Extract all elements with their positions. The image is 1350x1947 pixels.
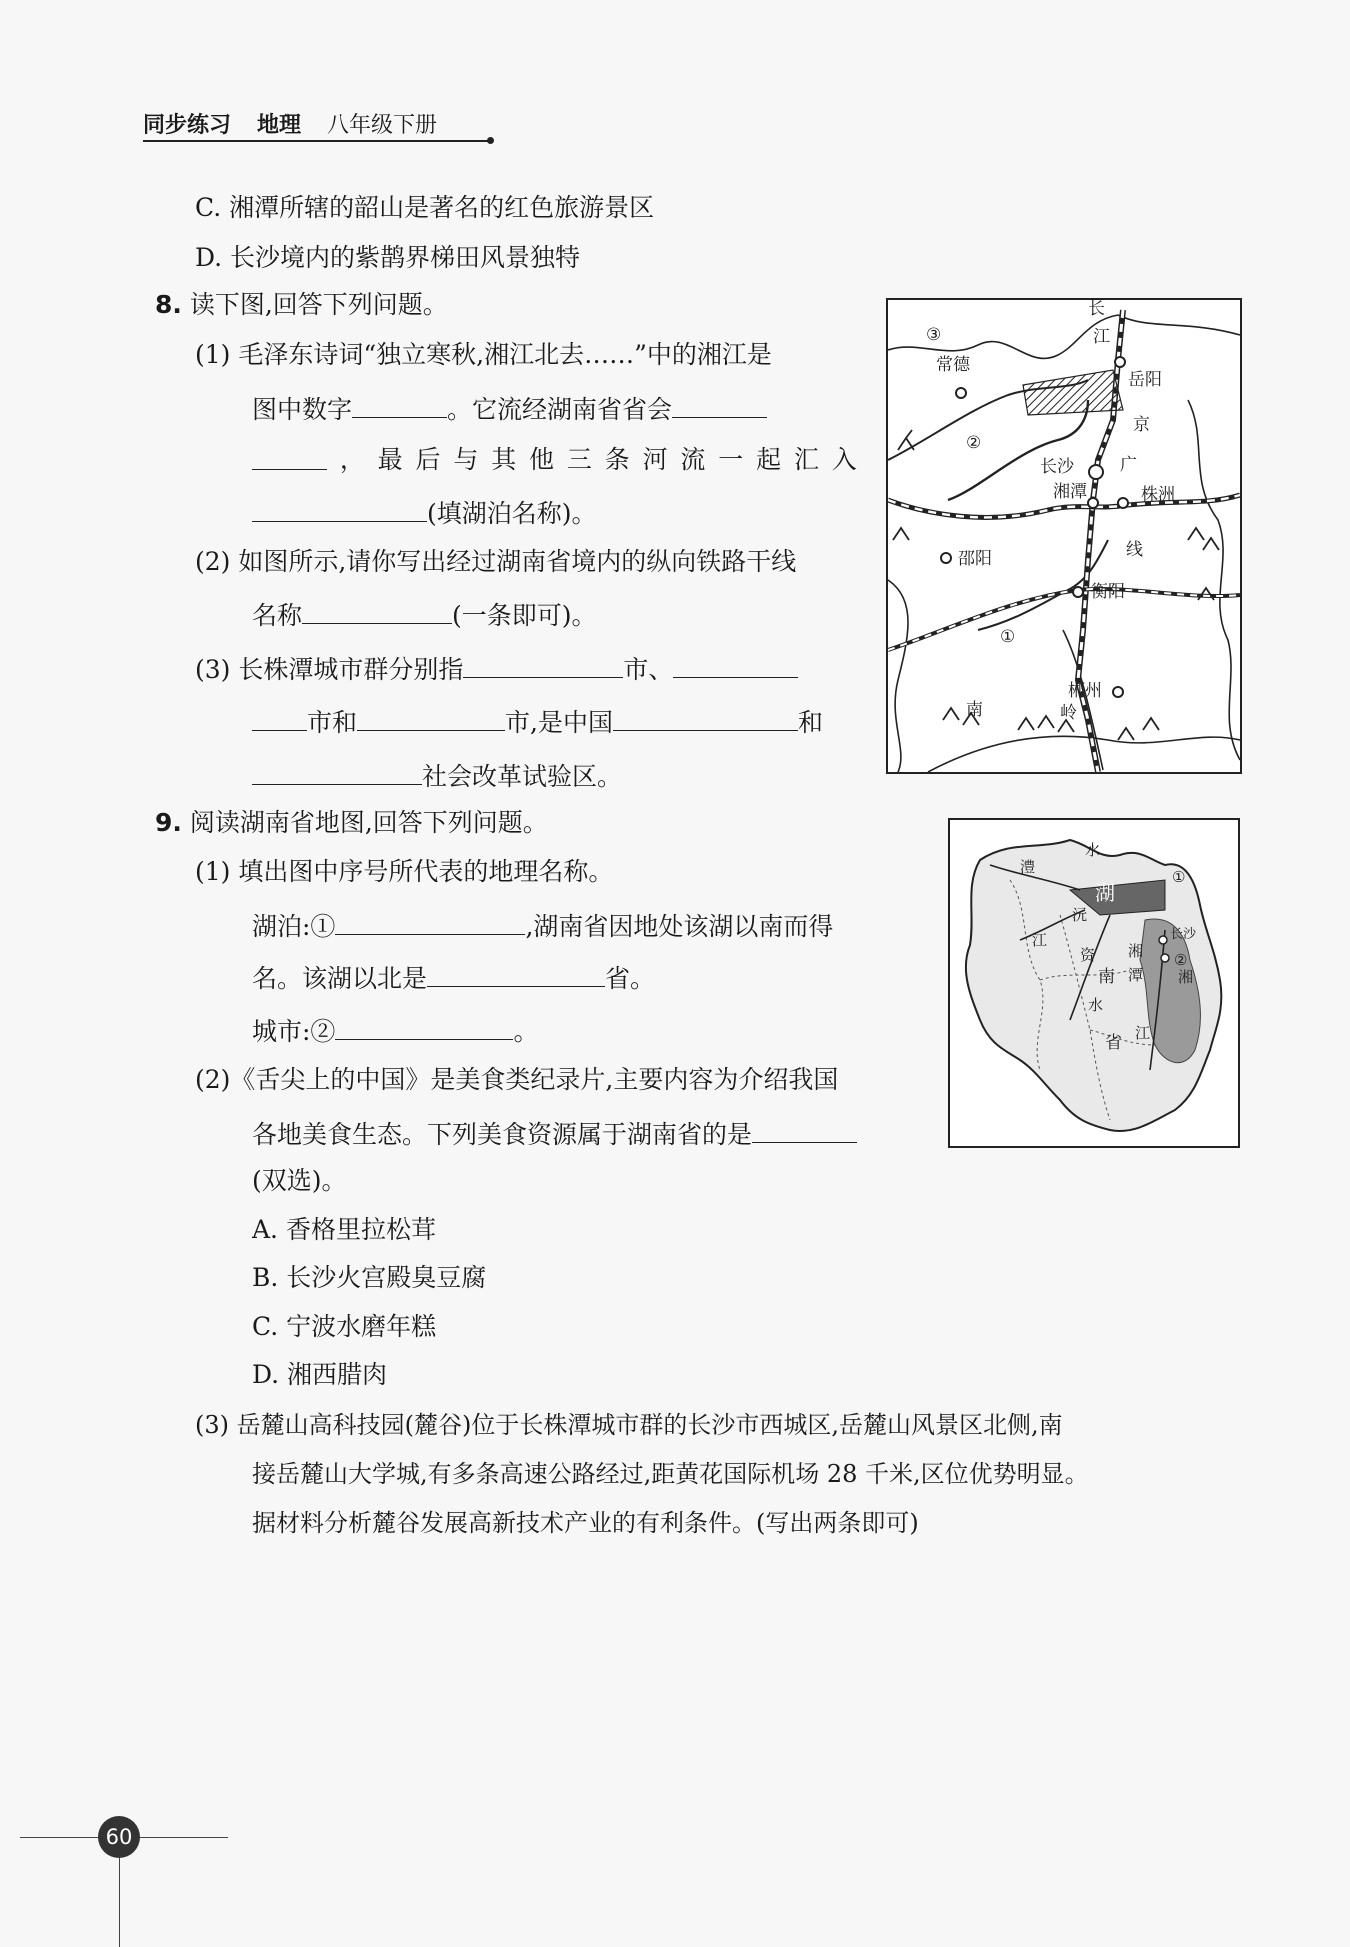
q8-p1-char: 一	[718, 445, 744, 474]
q8-p3-line1	[195, 653, 798, 685]
map1-border-ne	[1118, 315, 1240, 335]
q8-stem-text: 读下图,回答下列问题。	[189, 290, 448, 319]
map1-label-ling: 岭	[1060, 703, 1077, 723]
map1-changde-dot	[956, 388, 966, 398]
q8-p2-text-a: 名称	[252, 601, 303, 630]
q9-p1: (1) 填出图中序号所代表的地理名称。	[195, 857, 614, 886]
q9-city-line	[252, 1015, 538, 1047]
q8-p1-char: 条	[604, 445, 630, 474]
map1-south-railway	[888, 589, 1240, 650]
q9-p2-line2	[252, 1118, 857, 1150]
q9-lake-line1	[252, 910, 833, 942]
map1-label-circle-3: ③	[926, 325, 942, 345]
map2-label-shui-1: 水	[1085, 841, 1101, 859]
q9-p3-line1: (3) 岳麓山高科技园(麓谷)位于长株潭城市群的长沙市西城区,岳麓山风景区北侧,南	[195, 1411, 1063, 1439]
q9-option-a[interactable]: A. 香格里拉松茸	[252, 1215, 436, 1244]
map2-label-tan: 潭	[1128, 966, 1144, 984]
map1-xiangtan-dot	[1088, 498, 1098, 508]
map1-border-west	[888, 580, 908, 772]
map1-label-nan: 南	[966, 700, 983, 720]
map1-border-south	[928, 736, 1240, 772]
header-rule-dot	[487, 137, 494, 144]
map2-label-jiang-2: 江	[1135, 1024, 1151, 1042]
prev-option-d: D. 长沙境内的紫鹊界梯田风景独特	[195, 243, 581, 272]
q8-p3-text-a: (3) 长株潭城市群分别指	[195, 655, 464, 684]
q8-p1-line1: (1) 毛泽东诗词“独立寒秋,湘江北去……”中的湘江是	[195, 340, 772, 369]
map1-dongting-lake	[1023, 370, 1123, 415]
answer-blank-society-2[interactable]	[252, 760, 422, 785]
answer-blank-city-3[interactable]	[357, 706, 505, 731]
answer-blank-railway[interactable]	[302, 599, 452, 624]
running-header	[143, 108, 437, 139]
q9-p2-line1: (2)《舌尖上的中国》是美食类纪录片,主要内容为介绍我国	[195, 1065, 839, 1094]
map2-label-xiang: 湘	[1128, 942, 1144, 960]
answer-blank-city-2a[interactable]	[673, 653, 798, 678]
page-number: 60	[98, 1816, 140, 1858]
page-number-rule-v	[119, 1858, 120, 1947]
map1-label-jing: 京	[1133, 415, 1150, 435]
answer-blank-city[interactable]	[335, 1015, 513, 1040]
q9-p3-line3: 据材料分析麓谷发展高新技术产业的有利条件。(写出两条即可)	[252, 1509, 919, 1537]
q9-p2-text-b: 各地美食生态。下列美食资源属于湖南省的是	[252, 1120, 753, 1149]
q9-lake-text-a: 湖泊:①	[252, 912, 336, 941]
map2-label-changsha: 长沙	[1170, 927, 1197, 942]
map2-label-zi: 资	[1080, 946, 1096, 964]
map2-label-shui-2: 水	[1088, 996, 1104, 1014]
map2-label-yuan: 沅	[1072, 906, 1088, 924]
q9-stem	[155, 808, 548, 838]
map1-border-north	[888, 315, 1118, 358]
map1-zhuzhou-dot	[1118, 498, 1128, 508]
q9-lake-text-b: ,湖南省因地处该湖以南而得	[525, 912, 834, 941]
q9-lake-line2	[252, 962, 655, 994]
q8-p1-char: 河	[642, 445, 668, 474]
header-grade: 八年级下册	[327, 113, 438, 138]
q8-p3-text-e: 和	[797, 708, 823, 737]
map1-label-yueyang: 岳阳	[1128, 370, 1162, 390]
q8-p1-char: 他	[529, 445, 555, 474]
q8-p1-char: 起	[756, 445, 782, 474]
q8-p3-text-d: 市,是中国	[505, 708, 613, 737]
q8-p1-char: 流	[680, 445, 706, 474]
answer-blank-society-1[interactable]	[613, 706, 798, 731]
q8-p2-line2	[252, 599, 597, 631]
q8-p2-line1: (2) 如图所示,请你写出经过湖南省境内的纵向铁路干线	[195, 547, 797, 576]
map1-changsha-dot	[1089, 465, 1103, 479]
q8-p1-text-b: 。它流经湖南省省会	[447, 395, 673, 424]
map1-label-changsha: 长沙	[1040, 457, 1074, 477]
map1-border-east	[1188, 400, 1240, 760]
map1-label-jiang: 江	[1093, 327, 1110, 347]
map2-label-nan: 南	[1098, 967, 1115, 987]
map1-label-chenzhou: 郴州	[1068, 681, 1102, 701]
q8-p3-text-b: 市、	[623, 655, 674, 684]
map2-label-jiang-1: 江	[1032, 931, 1048, 949]
map1-label-guang: 广	[1120, 455, 1137, 475]
map1-shaoyang-dot	[941, 553, 951, 563]
q8-p3-line3	[252, 760, 622, 792]
q8-p1-text-a: 图中数字	[252, 395, 353, 424]
map2-label-xiang-2: 湘	[1178, 968, 1194, 986]
answer-blank-province[interactable]	[427, 962, 605, 987]
q9-number: 9.	[155, 808, 182, 837]
q8-stem	[155, 290, 448, 320]
header-rule	[143, 140, 491, 142]
header-subject: 地理	[257, 113, 302, 138]
map1-label-circle-2: ②	[966, 433, 982, 453]
map2-changsha-dot	[1159, 936, 1167, 944]
q8-p1-char: 三	[566, 445, 592, 474]
answer-blank-capital-b[interactable]	[252, 445, 327, 470]
map1-hengyang-dot	[1073, 587, 1083, 597]
q9-p2-line3: (双选)。	[252, 1166, 347, 1195]
map1-label-xian: 线	[1126, 540, 1143, 560]
map1-label-hengyang: 衡阳	[1091, 582, 1125, 602]
q8-p1-char: 与	[453, 445, 479, 474]
map2-label-circle-1: ①	[1172, 868, 1186, 886]
map2-label-circle-2: ②	[1174, 951, 1188, 969]
q8-p2-text-b: (一条即可)。	[452, 601, 597, 630]
answer-blank-river-number[interactable]	[352, 393, 447, 418]
q8-number: 8.	[155, 290, 182, 319]
q8-p3-text-f: 社会改革试验区。	[422, 762, 623, 791]
q9-city-text-a: 城市:②	[252, 1017, 336, 1046]
q9-option-c[interactable]: C. 宁波水磨年糕	[252, 1312, 437, 1341]
header-series: 同步练习	[143, 113, 232, 138]
q8-p1-char: ，	[339, 445, 365, 474]
q8-p1-char: 最	[377, 445, 403, 474]
q8-p1-char: 后	[415, 445, 441, 474]
map1-yueyang-dot	[1115, 357, 1125, 367]
q8-p1-char: 其	[491, 445, 517, 474]
answer-blank-city-1[interactable]	[463, 653, 623, 678]
q8-p1-line2	[252, 393, 767, 425]
answer-blank-city-2b[interactable]	[252, 706, 307, 731]
map2-label-sheng: 省	[1105, 1033, 1122, 1053]
map2-xiangtan-dot	[1161, 954, 1169, 962]
answer-blank-lake[interactable]	[252, 497, 427, 522]
map1-label-zhuzhou: 株洲	[1141, 485, 1175, 505]
map1-label-xiangtan: 湘潭	[1053, 482, 1087, 502]
q9-p3-line2: 接岳麓山大学城,有多条高速公路经过,距黄花国际机场 28 千米,区位优势明显。	[252, 1460, 1089, 1488]
answer-blank-food[interactable]	[752, 1118, 857, 1143]
q9-option-d[interactable]: D. 湘西腊肉	[252, 1360, 388, 1389]
q8-p1-line3	[252, 445, 857, 475]
q9-stem-text: 阅读湖南省地图,回答下列问题。	[189, 808, 548, 837]
map1-chenzhou-dot	[1113, 687, 1123, 697]
map1-label-changde: 常德	[936, 355, 970, 375]
answer-blank-capital-a[interactable]	[672, 393, 767, 418]
map1-label-shaoyang: 邵阳	[958, 549, 992, 569]
map1-label-chang: 长	[1088, 300, 1105, 319]
q8-p3-line2	[252, 706, 823, 738]
q8-p1-line4	[252, 497, 597, 529]
map1-label-circle-1: ①	[1000, 627, 1016, 647]
answer-blank-lake-1[interactable]	[335, 910, 525, 935]
q9-option-b[interactable]: B. 长沙火宫殿臭豆腐	[252, 1263, 487, 1292]
q8-p3-text-c: 市和	[307, 708, 358, 737]
prev-option-c: C. 湘潭所辖的韶山是著名的红色旅游景区	[195, 193, 655, 222]
q8-p1-char: 入	[831, 445, 857, 474]
q8-p1-char: 汇	[793, 445, 819, 474]
hunan-province-map	[948, 818, 1240, 1148]
q8-p1-text-d: (填湖泊名称)。	[427, 499, 597, 528]
q9-lake-text-d: 省。	[605, 964, 656, 993]
map2-label-hu: 湖	[1095, 881, 1115, 905]
q9-city-text-b: 。	[513, 1017, 539, 1046]
hunan-railway-map	[886, 298, 1242, 774]
map2-label-li: 澧	[1020, 858, 1036, 876]
q9-lake-text-c: 名。该湖以北是	[252, 964, 428, 993]
